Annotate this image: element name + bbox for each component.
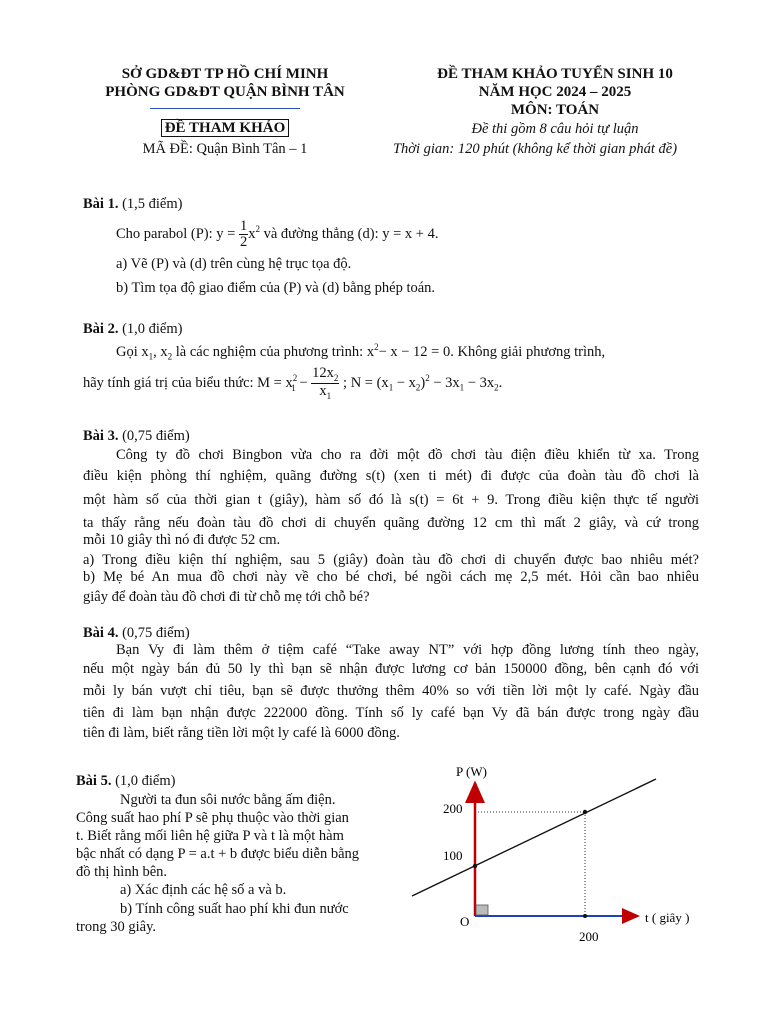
bai2-line2: hãy tính giá trị của biểu thức: $M = x^2_1$ − $\frac{12x_2}{x_1}$ ; $N = (x_1 - x_2)^2 - 3x_1 - 3x_2$.	[83, 364, 503, 401]
ref-exam-box-wrap	[90, 120, 360, 137]
frac-half: $\frac{1}{2}$	[239, 217, 248, 250]
x-axis-label: t ( giây )	[645, 910, 690, 925]
bai5-part-a: a) Xác định các hệ số a và b.	[120, 882, 287, 898]
bai3-line3: một hàm số của thời gian t (giây), hàm số đó là s(t) = 6t + 9. Trong điều kiện thực tế người	[83, 492, 699, 508]
bai4-line2: nếu một ngày bán đủ 50 ly thì bạn sẽ nhận được lương cơ bản 150000 đồng, bên cạnh đó với	[83, 661, 699, 677]
bai4-line1: Bạn Vy đi làm thêm ở tiệm café “Take away NT” với hợp đồng lương tính theo ngày,	[116, 642, 699, 658]
bai3-part-b2: giây để đoàn tàu đồ chơi đi từ chỗ mẹ tới chỗ bé?	[83, 589, 370, 605]
bai4-heading: Bài 4. (0,75 điểm)	[83, 625, 190, 641]
bai5-part-b2: trong 30 giây.	[76, 919, 157, 935]
bai4-line3: mỗi ly bán vượt chỉ tiêu, bạn sẽ được thưởng thêm 40% so với tiền lời một ly café. Ngày đầu	[83, 683, 699, 699]
bai1-heading: Bài 1. (1,5 điểm)	[83, 196, 183, 212]
dept-name: SỞ GD&ĐT TP HỒ CHÍ MINH	[121, 66, 329, 82]
right-angle-marker	[476, 905, 488, 915]
bai1-part-b: b) Tìm tọa độ giao điểm của (P) và (d) bằng phép toán.	[116, 280, 436, 296]
point-200-200	[583, 810, 587, 814]
origin-label: O	[460, 914, 470, 929]
bai5-line3: t. Biết rằng mối liên hệ giữa P và t là một hàm	[76, 828, 344, 844]
school-year: NĂM HỌC 2024 – 2025	[478, 84, 632, 100]
office-name: PHÒNG GD&ĐT QUẬN BÌNH TÂN	[105, 84, 345, 100]
bai5-line4: bậc nhất có dạng P = a.t + b được biểu diễn bằng	[76, 846, 360, 862]
bai3-line1: Công ty đồ chơi Bingbon vừa cho ra đời một đồ chơi tàu điện điều khiển từ xa. Trong	[116, 447, 699, 463]
bai3-line2: điều kiện phòng thí nghiệm, quãng đường s(t) (xen ti mét) đi được của đoàn tàu đồ chơi là	[83, 468, 699, 484]
bai3-heading: Bài 3. (0,75 điểm)	[83, 428, 190, 444]
bai2-heading: Bài 2. (1,0 điểm)	[83, 321, 183, 337]
bai4-line4: tiên đi làm bạn nhận được 222000 đồng. Tính số ly café bạn Vy đã bán được trong ngày đầu	[83, 705, 699, 721]
bai4-line5: tiên đi làm, biết rằng tiền lời một ly café là 6000 đồng.	[83, 725, 400, 741]
bai5-part-b1: b) Tính công suất hao phí khi đun nước	[120, 901, 349, 917]
linear-function-line	[412, 779, 656, 896]
header-rule	[150, 108, 300, 109]
bai5-line5: đồ thị hình bên.	[76, 864, 168, 880]
bai1-part-a: a) Vẽ (P) và (d) trên cùng hệ trục tọa độ.	[116, 256, 352, 272]
frac-12x2-x1: $\frac{12x_2}{x_1}$	[312, 364, 339, 401]
y-tick-100: 100	[443, 848, 463, 863]
y-tick-200: 200	[443, 801, 463, 816]
bai3-part-a: a) Trong điều kiện thí nghiệm, sau 5 (giây) đoàn tàu đồ chơi di chuyển được bao nhiêu mét?	[83, 552, 699, 568]
bai3-part-b1: b) Mẹ bé An mua đồ chơi này về cho bé chơi, bé ngồi cách mẹ 2,5 mét. Hỏi cần bao nhiêu	[83, 569, 699, 585]
intercept-point	[473, 864, 477, 868]
subject: MÔN: TOÁN	[510, 102, 600, 118]
power-time-graph	[400, 755, 720, 955]
time-limit: Thời gian: 120 phút (không kể thời gian phát đề)	[392, 141, 678, 157]
bai5-line2: Công suất hao phí P sẽ phụ thuộc vào thời gian	[76, 810, 349, 826]
exam-code: MÃ ĐỀ: Quận Bình Tân – 1	[142, 141, 308, 157]
question-count: Đề thi gồm 8 câu hỏi tự luận	[471, 121, 639, 137]
bai5-heading: Bài 5. (1,0 điểm)	[76, 773, 176, 789]
exam-title: ĐỀ THAM KHẢO TUYỂN SINH 10	[437, 66, 673, 82]
bai3-line4: ta thấy rằng nếu đoàn tàu đồ chơi di chuyển quãng đường 12 cm thì mất 2 giây, và cứ trong	[83, 515, 699, 531]
ref-exam-boxed: ĐỀ THAM KHẢO	[161, 119, 290, 137]
x-tick-point	[583, 914, 587, 918]
bai1-statement: Cho parabol (P): y = $\frac{1}{2}$ $x^2$ và đường thẳng (d): y = x + 4.	[116, 217, 439, 250]
bai5-line1: Người ta đun sôi nước bằng ấm điện.	[120, 792, 336, 808]
bai3-line5: mỗi 10 giây thì nó đi được 52 cm.	[83, 532, 281, 548]
bai2-line1: Gọi $x_1$, $x_2$ là các nghiệm của phương trình: $x^2- x - 12 = 0$. Không giải phương trình,	[116, 342, 606, 362]
y-axis-label: P (W)	[456, 764, 487, 779]
x-tick-200: 200	[579, 929, 599, 944]
